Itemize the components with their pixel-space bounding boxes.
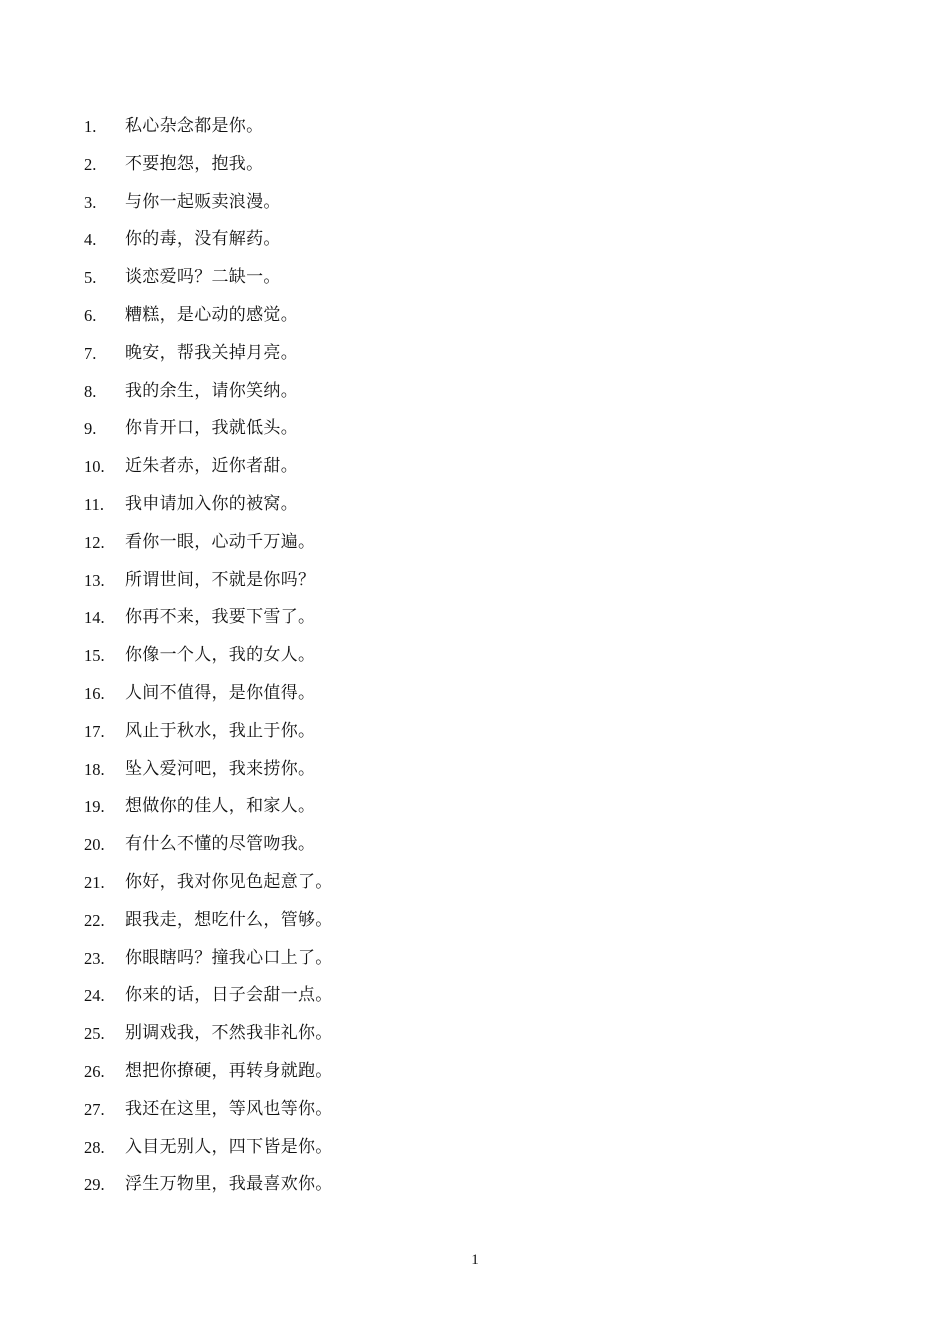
list-item [84,599,333,637]
list-item-text: 跟我走，想吃什么，管够。 [125,909,333,930]
list-item [84,146,333,184]
list-item-text: 你好，我对你见色起意了。 [125,871,333,892]
list-item [84,977,333,1015]
list-item-number: 20. [84,835,105,855]
list-item-number: 1. [84,117,97,136]
list-item-text: 不要抱怨，抱我。 [125,153,264,174]
list-item-text: 想做你的佳人，和家人。 [125,796,316,817]
list-item [84,524,333,562]
list-item-text: 人间不值得，是你值得。 [125,682,316,703]
list-item [84,221,333,259]
list-item-text: 谈恋爱吗？二缺一。 [125,267,281,288]
numbered-list [84,108,333,1204]
list-item [84,486,333,524]
list-item-number: 18. [84,759,105,779]
list-item-text: 你肯开口，我就低头。 [125,418,298,439]
list-item-number: 13. [84,570,105,590]
list-item-number: 16. [84,683,105,703]
list-item [84,751,333,789]
list-item-number: 8. [84,381,97,401]
list-item-number: 3. [84,192,97,212]
list-item-text: 坠入爱河吧，我来捞你。 [125,758,316,779]
list-item-number: 14. [84,608,105,628]
list-item [84,1129,333,1167]
list-item [84,259,333,297]
list-item-number: 9. [84,419,97,439]
list-item-number: 19. [84,797,105,817]
list-item-text: 风止于秋水，我止于你。 [125,720,316,741]
list-item [84,902,333,940]
list-item-text: 你来的话，日子会甜一点。 [125,985,333,1006]
list-item-text: 别调戏我，不然我非礼你。 [125,1023,333,1044]
list-item-text: 所谓世间，不就是你吗？ [125,569,316,590]
list-item [84,826,333,864]
list-item-text: 近朱者赤，近你者甜。 [125,456,298,477]
list-item-number: 10. [84,457,105,477]
list-item-text: 你眼瞎吗？撞我心口上了。 [125,947,333,968]
list-item [84,335,333,373]
list-item-number: 25. [84,1024,105,1044]
list-item-number: 11. [84,494,105,514]
list-item-text: 晚安，帮我关掉月亮。 [125,342,298,363]
list-item-number: 27. [84,1099,105,1119]
list-item [84,108,333,146]
list-item [84,637,333,675]
list-item-text: 糟糕，是心动的感觉。 [125,304,298,325]
list-item-number: 29. [84,1175,105,1195]
list-item-text: 有什么不懂的尽管吻我。 [125,834,316,855]
list-item [84,448,333,486]
list-item-text: 与你一起贩卖浪漫。 [125,191,281,212]
list-item-number: 22. [84,910,105,930]
list-item [84,1166,333,1204]
list-item-number: 21. [84,872,105,892]
list-item-text: 私心杂念都是你。 [125,116,264,136]
list-item-number: 24. [84,986,105,1006]
list-item-number: 28. [84,1137,105,1157]
list-item [84,1091,333,1129]
list-item-text: 入目无别人，四下皆是你。 [125,1136,333,1157]
list-item-text: 看你一眼，心动千万遍。 [125,531,316,552]
list-item-text: 你的毒，没有解药。 [125,229,281,250]
list-item [84,675,333,713]
list-item-number: 17. [84,721,105,741]
list-item [84,410,333,448]
list-item-number: 7. [84,343,97,363]
list-item-text: 浮生万物里，我最喜欢你。 [125,1174,333,1195]
list-item-number: 26. [84,1061,105,1081]
list-item-text: 我的余生，请你笑纳。 [125,380,298,401]
list-item [84,184,333,222]
list-item [84,297,333,335]
list-item-number: 5. [84,268,97,288]
list-item-text: 我申请加入你的被窝。 [125,493,298,514]
list-item-number: 4. [84,230,97,250]
list-item [84,1053,333,1091]
list-item-number: 15. [84,646,105,666]
list-item [84,562,333,600]
list-item-text: 想把你撩硬，再转身就跑。 [125,1060,333,1081]
list-item-number: 2. [84,154,97,174]
list-item-text: 我还在这里，等风也等你。 [125,1098,333,1119]
list-item [84,1015,333,1053]
list-item [84,940,333,978]
list-item-number: 6. [84,305,97,325]
page-number: 1 [471,1252,479,1268]
list-item-text: 你再不来，我要下雪了。 [125,607,316,628]
list-item [84,373,333,411]
list-item-number: 23. [84,948,105,968]
list-item-number: 12. [84,532,105,552]
list-item [84,788,333,826]
list-item-text: 你像一个人，我的女人。 [125,645,316,666]
list-item [84,713,333,751]
list-item [84,864,333,902]
